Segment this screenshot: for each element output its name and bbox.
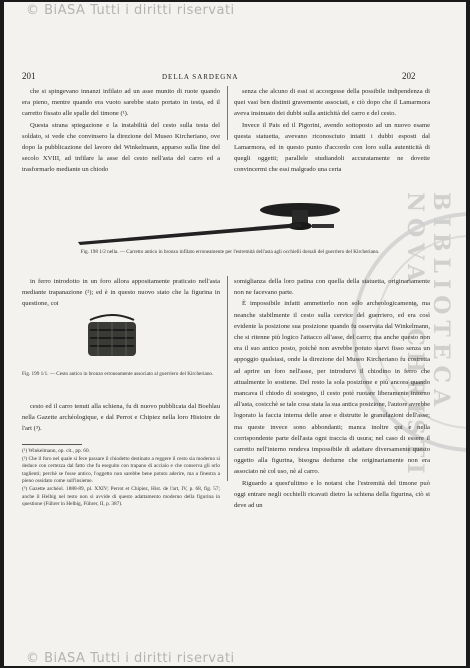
paragraph: che si spingevano innanzi infilato ad un asse munito di ruote quando era pieno, mentre quando era vuoto sarebbe stato portato in testa, ed il carretto fissato alle spalle del timone (¹). bbox=[22, 88, 220, 118]
seal-text: BIBLIOTECA NOVA · CHRISTI bbox=[402, 192, 454, 480]
figure-2-caption: Fig. 199 1/1. — Cesto antico in bronzo erroneamente associato al guerriero del Kircheriano. bbox=[22, 371, 214, 377]
left-column-top bbox=[22, 86, 220, 176]
figure-basket-image bbox=[84, 310, 140, 362]
left-column-middle bbox=[22, 276, 220, 310]
paragraph: cesto ed il carro tenuti alla schiena, fu di nuovo pubblicata dal Boehlau nella Gazette archéologique, e dal Perrot e Chipiez nella loro Histoire de l'art (³). bbox=[22, 403, 220, 433]
right-column-bottom bbox=[234, 276, 430, 511]
scanned-page bbox=[4, 2, 466, 666]
left-page-number: 201 bbox=[22, 71, 36, 81]
running-title: DELLA SARDEGNA bbox=[162, 73, 239, 81]
paragraph: Riguardo a quest'ultimo e lo notarsi che l'estremità del timone può oggi entrare negli occhielli ricavati dietro la schiena della figurina, ciò si deve ad un bbox=[234, 479, 430, 510]
watermark-bottom: © BiASA Tutti i diritti riservati bbox=[26, 651, 235, 666]
figure-chariot-image bbox=[74, 198, 364, 250]
paragraph: Invece il Pais ed il Pigorini, avendo sottoposto ad un nuovo esame questa statuetta, avevano riconosciuto intatti i dubbi esposti dal Lamarmora, ed in questo punto d'accordo con loro sulla autenticità di quegli oggetti; parallele studiandoli accuratamente ne dovette convincermi che essi malgrado una certa bbox=[234, 121, 430, 174]
column-divider-bottom bbox=[227, 276, 228, 481]
watermark-top: © BiASA Tutti i diritti riservati bbox=[26, 3, 235, 18]
footnote-3: (³) Gazette archéol. 1888-89, pl. XXIV; Perrot et Chipiez, Hist. de l'art, IV, p. 68, fig. 57; anche il Helbig nel testo non si avvide di questo adattamento moderno della figurina in questione (Führer in Helbig, Führer, II, p. 387). bbox=[22, 485, 220, 508]
footnote-2: (²) Che il foro nel quale si fece passare il chiodetto destinato a reggere il cesto sia moderno si deduce con certezza dal fatto che fu eseguito con trapano di acciaio e che conserva gli orlo taglienti; perchè se fosse antico, l'oggetto non sarebbe bene potuto aderire, ma a finestra a pieno ossidato come sull'insieme. bbox=[22, 455, 220, 485]
footnote-1: (¹) Winkelmann, op. cit., pp. 60. bbox=[22, 448, 90, 454]
right-column-top bbox=[234, 86, 430, 176]
column-divider-top bbox=[227, 86, 228, 140]
paragraph: senza che alcuno di essi si accorgesse della possibile indipendenza di quei vasi ben distinti gravemente associati, e ciò dopo che il Lamarmora aveva insinuato dei dubbi sulla antichità del carro e del cesto. bbox=[234, 88, 430, 118]
left-column-bottom bbox=[22, 401, 220, 435]
right-page-number: 202 bbox=[402, 71, 416, 81]
paragraph: È impossibile infatti ammetterlo non solo archeologicamente, ma neanche stabilmente il cesto sulla cervice del guerriero, ed era così evidente la posizione sua posizione quando fu osservata dal Winkelmann, che si ritenne più logico l'attacco all'asse, del carro; ma anche questo non era il suo antico posto, poichè non avrebbe potuto starvi fisso senza un appoggio qualsiasi, onde la direzione del Museo Kircheriano fu costretta ad aprire un foro nell'asse, per introdurvi il chiodino in ferro che attualmente lo sostiene. Del resto la sola posizione e più ancora quando mancava il chiodo di sostegno, il cesto potè ruotare liberamente intorno all'asta, cosicchè se tale cosa stata la sua antica posizione, l'autore avrebbe logorato la faccia interna delle anse e distrutte le granulazioni dell'asse; ma queste invece sono abbondanti; manca inoltre qui e nella corrispondente parte dell'asta ogni traccia di usura; nel caso di essere il carretto nell'interno rendeva impossibile di adattare diversamente questo oggetto alla figurina, bisogna dedurne che originariamente non era associato nè col uso, nè al carro. bbox=[234, 300, 430, 476]
footnote-rule bbox=[22, 444, 82, 445]
paragraph: somiglianza della loro patina con quella della statuetta, originariamente non ne facevano parte. bbox=[234, 278, 430, 297]
figure-1-caption: Fig. 198 1/2 nella. — Carretto antico in bronzo infilato erroneamente per l'estremità dell'asta agli occhielli dorsali del guerriero del Kircheriano. bbox=[80, 249, 380, 255]
paragraph: in ferro introdotto in un foro allora appositamente praticato nell'asta mediante trapanazione (²); ed è in questo nuovo stato che la figurina in questione, coi bbox=[22, 278, 220, 308]
paragraph: Questa strana spiegazione e la instabilità del cesto sulla testa del soldato, si vede che convinsero la direzione del Museo Kircheriano, ove dopo la pubblicazione del lavoro del Winkelmann, apparso sulla fine del secolo XVIII, ad infilare la asse del cesto nell'asta del carro ed a trasformarlo mediante un chiodo bbox=[22, 121, 220, 174]
footnotes bbox=[22, 448, 220, 509]
